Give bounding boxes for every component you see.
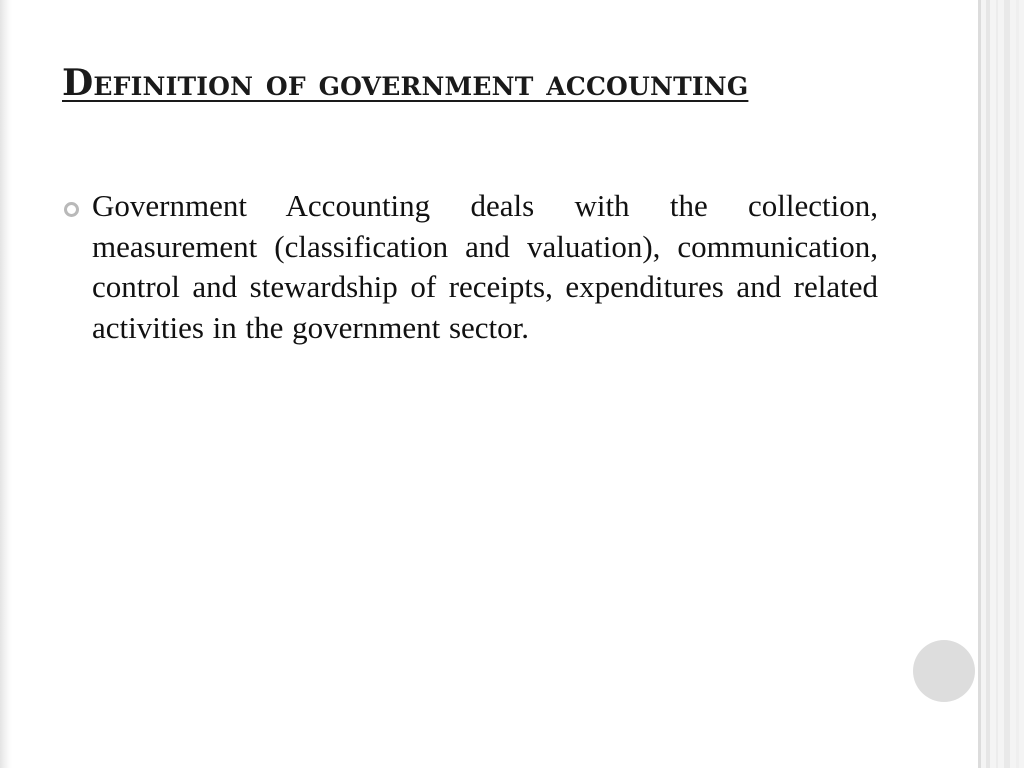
- rail-stripe: [978, 0, 981, 768]
- rail-stripe: [1016, 0, 1019, 768]
- rail-stripe: [1004, 0, 1010, 768]
- left-edge-shadow: [0, 0, 12, 768]
- rail-stripe: [986, 0, 990, 768]
- hollow-circle-bullet-icon: [64, 202, 79, 217]
- bullet-text: Government Accounting deals with the collection, measurement (classification and valuation), communication, control and stewardship of receipts, expenditures and related activities in the government sector.: [92, 188, 878, 345]
- bullet-list: [62, 186, 878, 348]
- rail-stripe: [996, 0, 998, 768]
- slide-title: Definition of government accounting: [62, 62, 749, 104]
- bullet-item: [62, 186, 878, 348]
- decorative-circle-icon: [913, 640, 975, 702]
